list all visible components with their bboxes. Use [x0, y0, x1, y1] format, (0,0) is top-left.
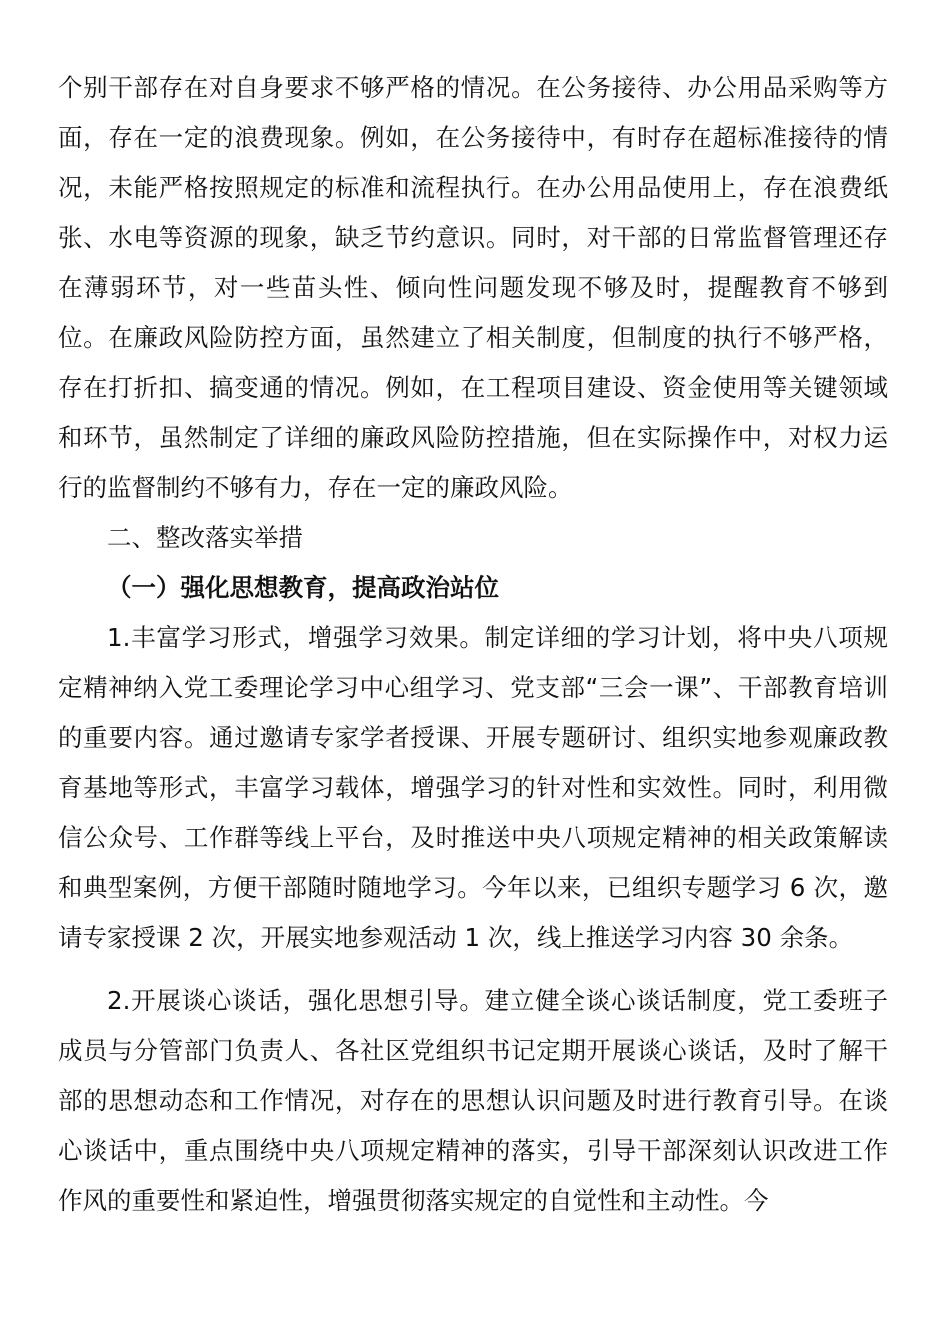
- subsection-heading-ideological-education: （一）强化思想教育，提高政治站位: [107, 573, 499, 602]
- paragraph-item-two-heart-to-heart-talks: 2.开展谈心谈话，强化思想引导。建立健全谈心谈话制度，党工委班子成员与分管部门负责人、各社区党组织书记定期开展谈心谈话，及时了解干部的思想动态和工作情况，对存在的思想认识问题及时进行教育引导。在谈心谈话中，重点围绕中央八项规定精神的落实，引导干部深刻认识改进工作作风的重要性和紧迫性，增强贯彻落实规定的自觉性和主动性。今: [58, 986, 888, 1215]
- paragraph-continuation: 个别干部存在对自身要求不够严格的情况。在公务接待、办公用品采购等方面，存在一定的浪费现象。例如，在公务接待中，有时存在超标准接待的情况，未能严格按照规定的标准和流程执行。在办公用品使用上，存在浪费纸张、水电等资源的现象，缺乏节约意识。同时，对干部的日常监督管理还存在薄弱环节，对一些苗头性、倾向性问题发现不够及时，提醒教育不够到位。在廉政风险防控方面，虽然建立了相关制度，但制度的执行不够严格，存在打折扣、搞变通的情况。例如，在工程项目建设、资金使用等关键领域和环节，虽然制定了详细的廉政风险防控措施，但在实际操作中，对权力运行的监督制约不够有力，存在一定的廉政风险。: [58, 73, 888, 502]
- section-heading-rectification-measures: 二、整改落实举措: [107, 523, 303, 552]
- paragraph-item-one-learning-forms: 1.丰富学习形式，增强学习效果。制定详细的学习计划，将中央八项规定精神纳入党工委理论学习中心组学习、党支部“三会一课”、干部教育培训的重要内容。通过邀请专家学者授课、开展专题研讨、组织实地参观廉政教育基地等形式，丰富学习载体，增强学习的针对性和实效性。同时，利用微信公众号、工作群等线上平台，及时推送中央八项规定精神的相关政策解读和典型案例，方便干部随时随地学习。今年以来，已组织专题学习 6 次，邀请专家授课 2 次，开展实地参观活动 1 次，线上推送学习内容 30 余条。: [58, 623, 888, 952]
- paragraph-spacer: [58, 963, 888, 976]
- document-body: [58, 63, 888, 1226]
